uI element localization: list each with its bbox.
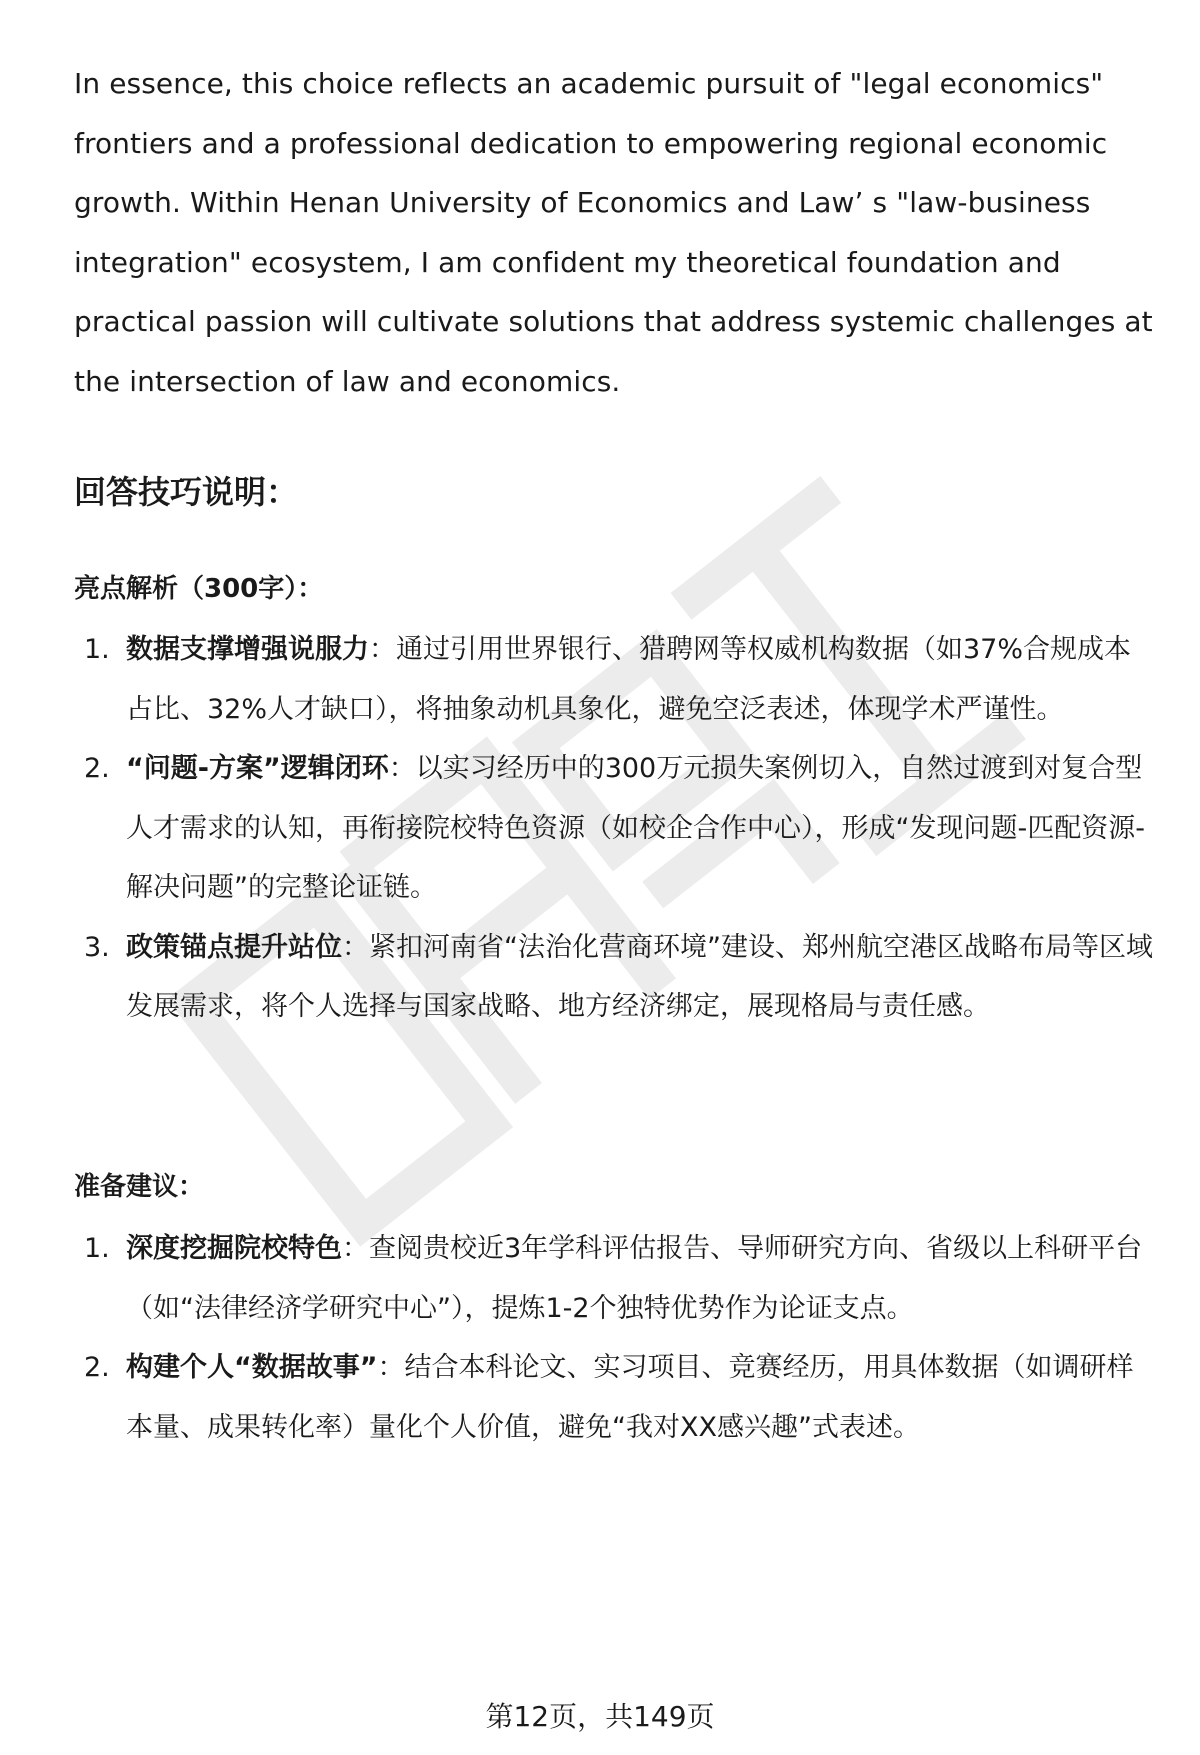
page-footer: 第12页，共149页	[485, 1700, 715, 1733]
section-title: 回答技巧说明：	[74, 473, 299, 511]
intro-paragraph: In essence, this choice reflects an academic pursuit of "legal economics" frontiers and a professional dedication to empowering regional economic growth. Within Henan University of Economics and Law’ s "law-business integration" ecosystem, I am confident my theoretical foundation and practical passion will cultivate solutions that address systemic challenges at the intersection of law and economics.	[74, 67, 1153, 398]
list-item-term: “问题-方案”逻辑闭环	[126, 753, 389, 784]
list-item-number: 2.	[84, 1352, 110, 1383]
list-item-text: ：紧扣河南省“法治化营商环境”建设、郑州航空港区战略布局等区域发展需求，将个人选择与国家战略、地方经济绑定，展现格局与责任感。	[126, 931, 1153, 1022]
list-item	[74, 918, 1154, 1037]
list-item	[74, 1219, 1154, 1338]
list-item	[74, 1338, 1154, 1457]
list-item-number: 1.	[84, 634, 110, 665]
list-item-term: 深度挖掘院校特色	[126, 1233, 342, 1264]
document-body	[74, 54, 1154, 1443]
list-item-text: ：通过引用世界银行、猎聘网等权威机构数据（如37%合规成本占比、32%人才缺口），将抽象动机具象化，避免空泛表述，体现学术严谨性。	[126, 634, 1132, 725]
list-item-term: 构建个人“数据故事”	[126, 1352, 378, 1383]
preparation-heading: 准备建议：	[74, 1172, 205, 1202]
highlights-list	[74, 620, 1154, 1037]
list-item-term: 政策锚点提升站位	[126, 931, 342, 963]
list-item-number: 3.	[84, 931, 110, 963]
list-item-text: ：以实习经历中的300万元损失案例切入，自然过渡到对复合型人才需求的认知，再衔接院校特色资源（如校企合作中心），形成“发现问题-匹配资源-解决问题”的完整论证链。	[126, 753, 1145, 903]
list-item-number: 1.	[84, 1233, 110, 1264]
list-item-text: ：结合本科论文、实习项目、竞赛经历，用具体数据（如调研样本量、成果转化率）量化个人价值，避免“我对XX感兴趣”式表述。	[126, 1352, 1134, 1443]
highlights-heading: 亮点解析（300字）：	[74, 574, 324, 604]
list-item-text: ：查阅贵校近3年学科评估报告、导师研究方向、省级以上科研平台（如“法律经济学研究中心”），提炼1-2个独特优势作为论证支点。	[126, 1233, 1143, 1324]
list-item	[74, 620, 1154, 739]
list-item	[74, 739, 1154, 918]
list-item-number: 2.	[84, 753, 110, 784]
list-item-term: 数据支撑增强说服力	[126, 634, 369, 665]
preparation-list	[74, 1219, 1154, 1457]
